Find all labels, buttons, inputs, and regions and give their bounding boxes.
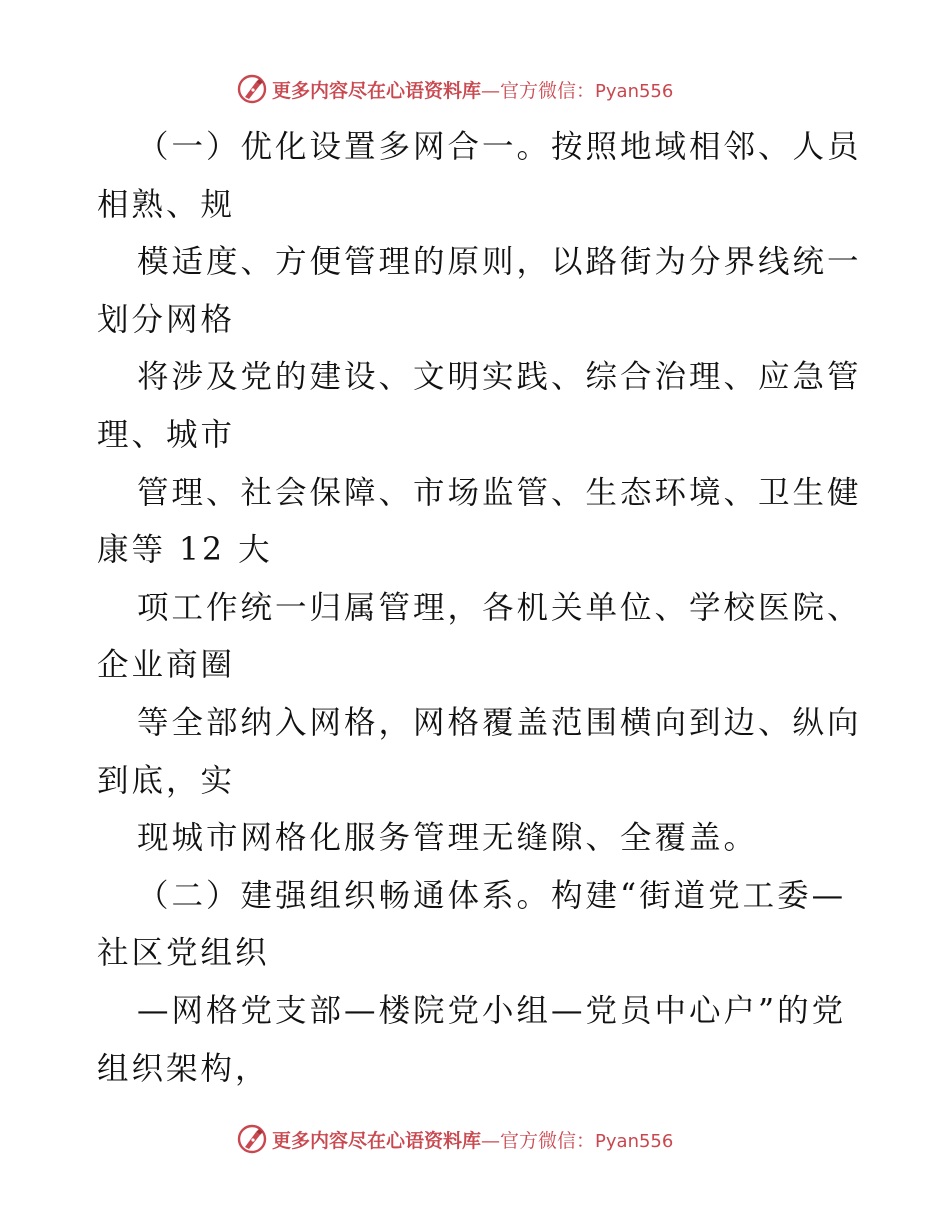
text-line: 社区党组织	[97, 935, 270, 972]
watermark-wechat-id: Pyan556	[595, 80, 674, 102]
watermark-main-text: 更多内容尽在心语资料库	[272, 1129, 482, 1152]
watermark-text	[272, 76, 673, 103]
text-line: 到底，实	[97, 762, 236, 799]
text-line: 管理、社会保障、市场监管、生态环境、卫生健	[137, 474, 862, 511]
watermark-header	[236, 72, 756, 106]
text-line: 组织架构，	[97, 1050, 270, 1087]
watermark-wechat-id: Pyan556	[595, 1130, 674, 1152]
watermark-wechat-label: 官方微信：	[500, 79, 596, 102]
watermark-wechat-label: 官方微信：	[500, 1129, 596, 1152]
pen-nib-logo-icon	[236, 1123, 268, 1155]
watermark-footer	[236, 1122, 756, 1156]
text-line: 模适度、方便管理的原则，以路街为分界线统一	[137, 244, 862, 281]
text-line: （一）优化设置多网合一。按照地域相邻、人员	[137, 129, 862, 165]
watermark-dash: —	[481, 79, 501, 102]
document-body	[97, 119, 862, 1098]
text-line: （二）建强组织畅通体系。构建“街道党工委—	[137, 877, 847, 914]
text-line: 现城市网格化服务管理无缝隙、全覆盖。	[137, 820, 759, 857]
text-line: 企业商圈	[97, 647, 236, 684]
watermark-main-text: 更多内容尽在心语资料库	[272, 79, 482, 102]
text-line: —网格党支部—楼院党小组—党员中心户”的党	[137, 992, 847, 1029]
pen-nib-logo-icon	[236, 73, 268, 105]
watermark-text	[272, 1126, 673, 1153]
text-line: 项工作统一归属管理，各机关单位、学校医院、	[137, 589, 862, 626]
text-line: 等全部纳入网格，网格覆盖范围横向到边、纵向	[137, 704, 862, 741]
watermark-dash: —	[481, 1129, 501, 1152]
text-line: 康等 12 大	[97, 532, 273, 569]
text-line: 将涉及党的建设、文明实践、综合治理、应急管	[137, 359, 862, 396]
text-line: 理、城市	[97, 416, 236, 453]
text-line: 相熟、规	[97, 186, 236, 223]
text-line: 划分网格	[97, 301, 236, 338]
